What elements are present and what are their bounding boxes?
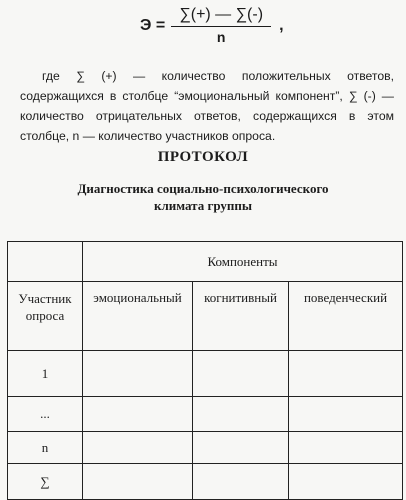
table-cell (193, 432, 289, 464)
subtitle-line-2: климата группы (153, 198, 253, 213)
table-cell (289, 397, 403, 432)
table-row (8, 464, 403, 500)
table-header-row (8, 242, 403, 282)
row-label: n (8, 432, 83, 464)
table-cell (193, 351, 289, 397)
row-label: ∑ (8, 464, 83, 500)
table-cell (83, 397, 193, 432)
column-header-emotional: эмоциональный (83, 282, 193, 351)
protocol-subtitle (0, 180, 406, 214)
column-header-cognitive: когнитивный (193, 282, 289, 351)
column-header-behavioral: поведенческий (289, 282, 403, 351)
row-label: ... (8, 397, 83, 432)
table-cell (83, 351, 193, 397)
participant-header (8, 282, 83, 351)
empty-header-cell (8, 242, 83, 282)
protocol-table (7, 241, 403, 500)
table-subheader-row (8, 282, 403, 351)
explanation-text: где ∑ (+) — количество положительных ответов, содержащихся в столбце “эмоциональный компонент”, ∑ (-) — количество отрицательных ответов, содержащихся в этом столбце, n — количество участников опроса. (20, 69, 394, 143)
table-cell (83, 464, 193, 500)
formula-denominator: n (216, 29, 226, 45)
subtitle-line-1: Диагностика социально-психологического (77, 181, 329, 196)
table-row (8, 397, 403, 432)
table-cell (83, 432, 193, 464)
participant-header-line-1: Участник (18, 291, 72, 306)
table-cell (289, 432, 403, 464)
table-row (8, 351, 403, 397)
table-cell (193, 464, 289, 500)
table-cell (289, 464, 403, 500)
table-row (8, 432, 403, 464)
formula-lhs: Э = (140, 16, 166, 34)
formula-comma: , (279, 16, 284, 34)
components-header: Компоненты (83, 242, 403, 282)
explanation-paragraph (20, 66, 394, 146)
table-cell (193, 397, 289, 432)
formula (140, 6, 284, 45)
row-label: 1 (8, 351, 83, 397)
participant-header-line-2: опроса (25, 308, 65, 323)
protocol-title: ПРОТОКОЛ (157, 149, 249, 165)
formula-fraction (171, 6, 271, 45)
formula-numerator: ∑(+) — ∑(-) (179, 6, 264, 23)
table-cell (289, 351, 403, 397)
